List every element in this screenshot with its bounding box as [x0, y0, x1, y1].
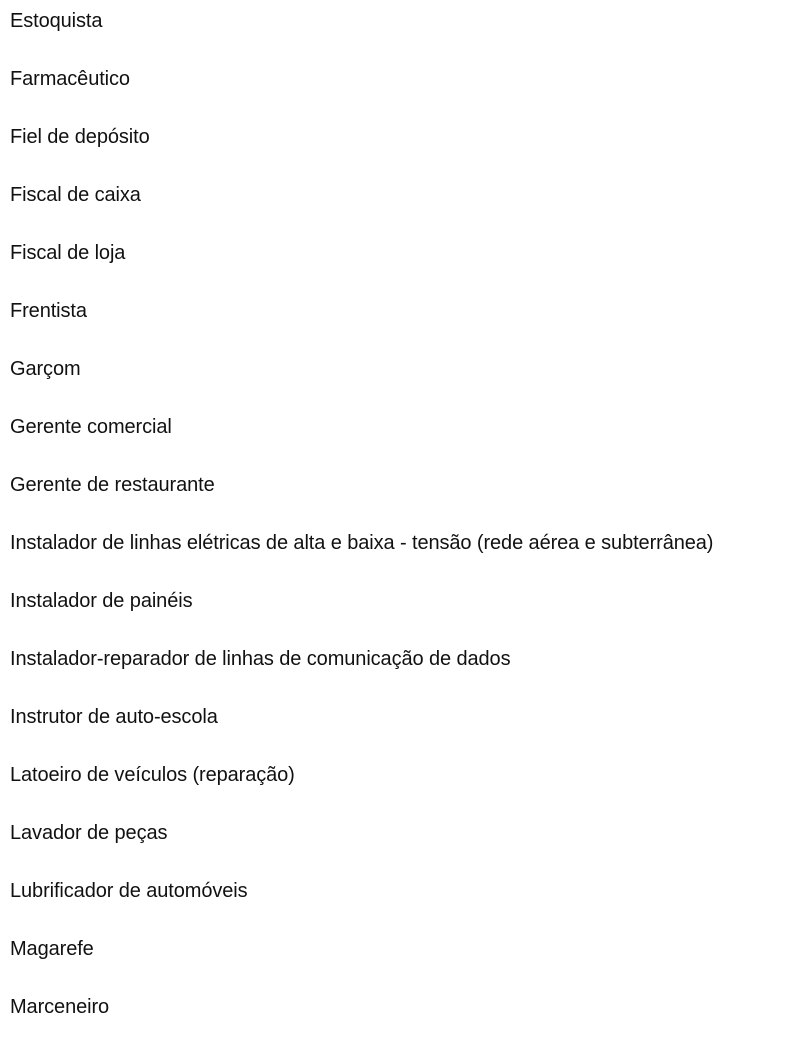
list-item: Lubrificador de automóveis [10, 880, 248, 902]
list-item: Frentista [10, 300, 87, 322]
list-item: Fiscal de caixa [10, 184, 141, 206]
list-item: Instrutor de auto-escola [10, 706, 218, 728]
list-item: Marceneiro [10, 996, 110, 1018]
list-item: Gerente de restaurante [10, 474, 215, 496]
list-item: Lavador de peças [10, 822, 168, 844]
list-item: Magarefe [10, 938, 94, 960]
list-item: Fiscal de loja [10, 242, 126, 264]
list-item: Fiel de depósito [10, 126, 150, 148]
list-item: Garçom [10, 358, 81, 380]
job-title-list [10, 7, 713, 1051]
list-item: Farmacêutico [10, 68, 130, 90]
list-item: Instalador de linhas elétricas de alta e baixa - tensão (rede aérea e subterrânea) [10, 532, 714, 554]
list-item: Gerente comercial [10, 416, 172, 438]
list-item: Latoeiro de veículos (reparação) [10, 764, 295, 786]
list-item: Instalador-reparador de linhas de comunicação de dados [10, 648, 511, 670]
list-item: Estoquista [10, 10, 103, 32]
list-item: Instalador de painéis [10, 590, 193, 612]
